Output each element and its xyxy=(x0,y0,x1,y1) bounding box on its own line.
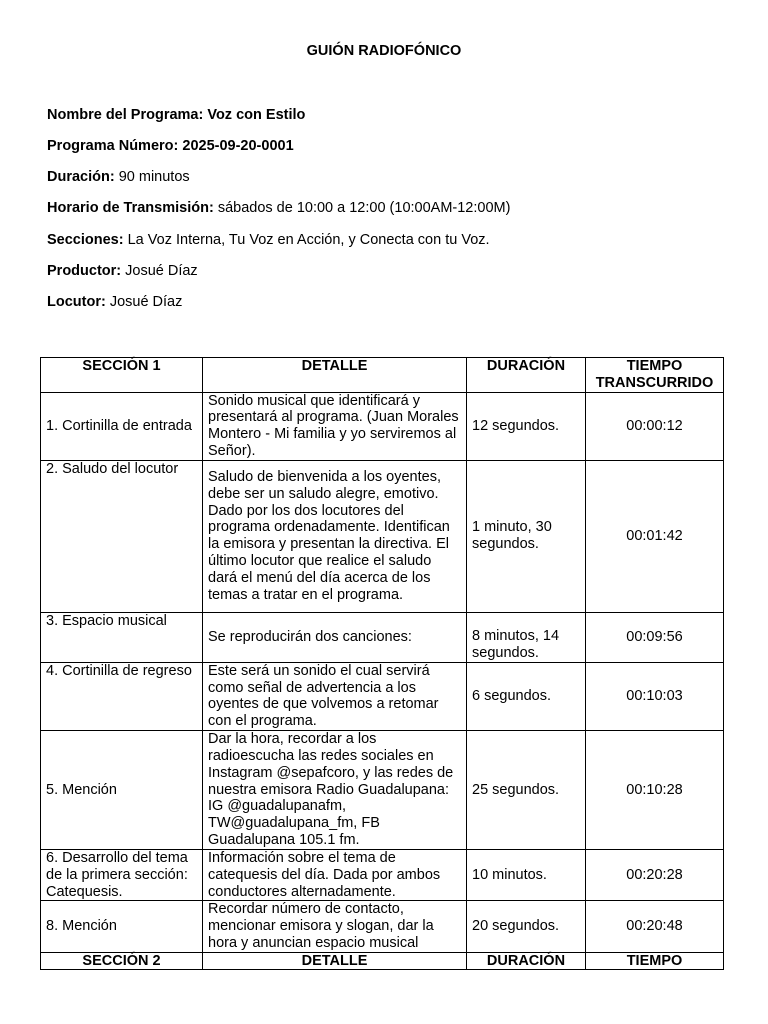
program-name-value: Voz con Estilo xyxy=(207,107,306,123)
row-time: 00:00:12 xyxy=(586,392,724,460)
row-section: 3. Espacio musical xyxy=(41,612,203,662)
schedule-line xyxy=(47,200,510,216)
row-duration: 25 segundos. xyxy=(467,730,586,849)
row-duration: 1 minuto, 30 segundos. xyxy=(467,460,586,612)
schedule-value: sábados de 10:00 a 12:00 (10:00AM-12:00M) xyxy=(217,200,511,216)
row-detail: Dar la hora, recordar a los radioescucha las redes sociales en Instagram @sepafcoro, y las redes de nuestra emisora Radio Guadalupana: IG @guadalupanafm, TW@guadalupana_fm, FB Guadalupana 105.1 fm. xyxy=(203,730,467,849)
sections-line xyxy=(47,232,490,248)
row-duration: 6 segundos. xyxy=(467,662,586,730)
document-title: GUIÓN RADIOFÓNICO xyxy=(306,43,462,59)
sections-label: Secciones: xyxy=(47,232,124,248)
row-duration: 8 minutos, 14 segundos. xyxy=(467,612,586,662)
header-detail: DETALLE xyxy=(203,358,467,393)
program-number-line xyxy=(47,138,294,154)
header-duration: DURACIÓN xyxy=(467,952,586,969)
producer-label: Productor: xyxy=(47,263,122,279)
table-row xyxy=(41,460,724,612)
announcer-label: Locutor: xyxy=(47,294,106,310)
row-section: 8. Mención xyxy=(41,901,203,952)
row-time: 00:10:28 xyxy=(586,730,724,849)
sections-value: La Voz Interna, Tu Voz en Acción, y Conecta con tu Voz. xyxy=(127,232,490,248)
program-name-line xyxy=(47,107,305,123)
duration-value: 90 minutos xyxy=(118,169,190,185)
row-time: 00:01:42 xyxy=(586,460,724,612)
table-row xyxy=(41,901,724,952)
row-detail: Saludo de bienvenida a los oyentes, debe ser un saludo alegre, emotivo. Dado por los dos locutores del programa ordenadamente. Identifican la emisora y presentan la directiva. El último locutor que realice el saludo dará el menú del día acerca de los temas a tratar en el programa. xyxy=(203,460,467,612)
header-detail: DETALLE xyxy=(203,952,467,969)
row-section: 4. Cortinilla de regreso xyxy=(41,662,203,730)
table-header-section-2 xyxy=(41,952,724,969)
program-number-label: Programa Número: xyxy=(47,138,179,154)
table-row xyxy=(41,849,724,900)
program-name-label: Nombre del Programa: xyxy=(47,107,204,123)
announcer-value: Josué Díaz xyxy=(109,294,183,310)
row-duration: 12 segundos. xyxy=(467,392,586,460)
row-detail: Este será un sonido el cual servirá como señal de advertencia a los oyentes de que volvemos a retomar con el programa. xyxy=(203,662,467,730)
header-section: SECCIÓN 2 xyxy=(41,952,203,969)
table-row xyxy=(41,392,724,460)
row-detail: Recordar número de contacto, mencionar emisora y slogan, dar la hora y anuncian espacio musical xyxy=(203,901,467,952)
row-detail: Se reproducirán dos canciones: xyxy=(203,612,467,662)
header-time: TIEMPO xyxy=(586,952,724,969)
row-time: 00:20:28 xyxy=(586,849,724,900)
row-detail: Sonido musical que identificará y presentará al programa. (Juan Morales Montero - Mi familia y yo serviremos al Señor). xyxy=(203,392,467,460)
announcer-line xyxy=(47,294,182,310)
table-row xyxy=(41,730,724,849)
row-time: 00:20:48 xyxy=(586,901,724,952)
table-row xyxy=(41,612,724,662)
row-section: 2. Saludo del locutor xyxy=(41,460,203,612)
row-section: 6. Desarrollo del tema de la primera sección: Catequesis. xyxy=(41,849,203,900)
row-section: 5. Mención xyxy=(41,730,203,849)
row-time: 00:09:56 xyxy=(586,612,724,662)
duration-line xyxy=(47,169,190,185)
row-section: 1. Cortinilla de entrada xyxy=(41,392,203,460)
row-time: 00:10:03 xyxy=(586,662,724,730)
producer-line xyxy=(47,263,198,279)
row-detail: Información sobre el tema de catequesis del día. Dada por ambos conductores alternadamente. xyxy=(203,849,467,900)
table-header-section-1 xyxy=(41,358,724,393)
duration-label: Duración: xyxy=(47,169,115,185)
program-number-value: 2025-09-20-0001 xyxy=(182,138,294,154)
header-section: SECCIÓN 1 xyxy=(41,358,203,393)
script-table xyxy=(40,357,724,970)
schedule-label: Horario de Transmisión: xyxy=(47,200,214,216)
row-duration: 10 minutos. xyxy=(467,849,586,900)
header-time: TIEMPO TRANSCURRIDO xyxy=(586,358,724,393)
producer-value: Josué Díaz xyxy=(125,263,198,279)
table-row xyxy=(41,662,724,730)
row-duration: 20 segundos. xyxy=(467,901,586,952)
header-duration: DURACIÓN xyxy=(467,358,586,393)
